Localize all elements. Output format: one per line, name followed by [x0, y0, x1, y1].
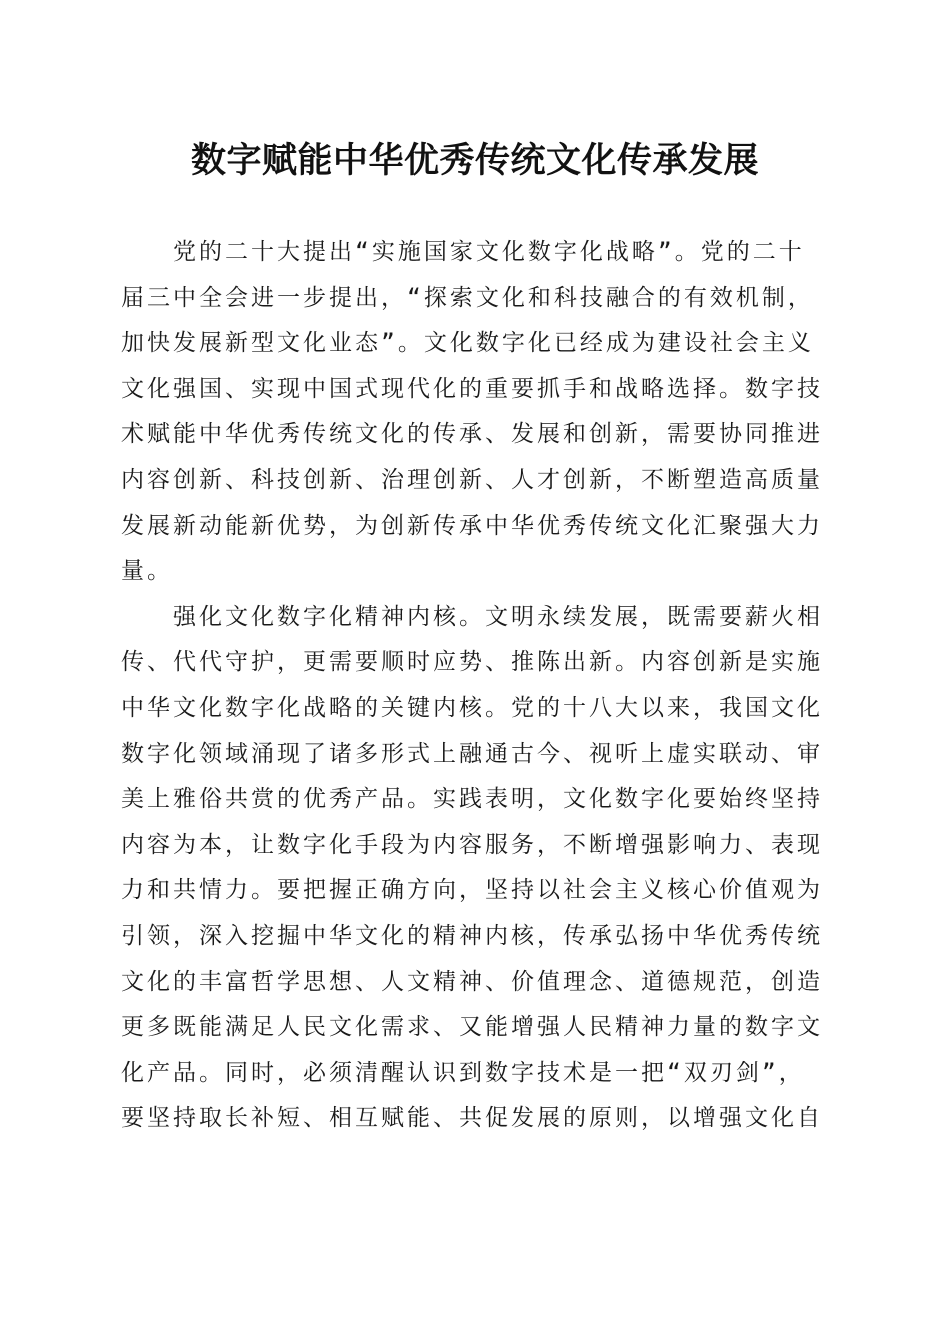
paragraph-line: 强化文化数字化精神内核。文明永续发展，既需要薪火相 [173, 603, 823, 630]
paragraph-line: 内容为本，让数字化手段为内容服务，不断增强影响力、表现 [121, 831, 823, 858]
paragraph-line: 引领，深入挖掘中华文化的精神内核，传承弘扬中华优秀传统 [121, 922, 823, 949]
paragraph-line: 更多既能满足人民文化需求、又能增强人民精神力量的数字文 [121, 1014, 823, 1041]
paragraph-line: 力和共情力。要把握正确方向，坚持以社会主义核心价值观为 [121, 877, 823, 904]
paragraph-line: 届三中全会进一步提出，“探索文化和科技融合的有效机制， [121, 284, 814, 311]
paragraph-line: 文化强国、实现中国式现代化的重要抓手和战略选择。数字技 [121, 375, 823, 402]
paragraph-line: 化产品。同时，必须清醒认识到数字技术是一把“双刃剑”， [121, 1059, 805, 1086]
paragraph-line: 量。 [121, 558, 173, 585]
paragraph-line: 美上雅俗共赏的优秀产品。实践表明，文化数字化要始终坚持 [121, 786, 823, 813]
paragraph-2 [121, 595, 825, 1142]
paragraph-1 [121, 230, 825, 595]
paragraph-line: 术赋能中华优秀传统文化的传承、发展和创新，需要协同推进 [121, 421, 823, 448]
paragraph-line: 数字化领域涌现了诸多形式上融通古今、视听上虚实联动、审 [121, 740, 823, 767]
paragraph-line: 发展新动能新优势，为创新传承中华优秀传统文化汇聚强大力 [121, 512, 823, 539]
paragraph-line: 传、代代守护，更需要顺时应势、推陈出新。内容创新是实施 [121, 649, 823, 676]
document-body [121, 230, 825, 1142]
paragraph-line: 加快发展新型文化业态”。文化数字化已经成为建设社会主义 [121, 330, 814, 357]
paragraph-line: 要坚持取长补短、相互赋能、共促发展的原则，以增强文化自 [121, 1105, 823, 1132]
paragraph-line: 内容创新、科技创新、治理创新、人才创新，不断塑造高质量 [121, 466, 823, 493]
paragraph-line: 党的二十大提出“实施国家文化数字化战略”。党的二十 [173, 239, 805, 265]
paragraph-line: 文化的丰富哲学思想、人文精神、价值理念、道德规范，创造 [121, 968, 823, 995]
document-title: 数字赋能中华优秀传统文化传承发展 [190, 140, 759, 181]
paragraph-line: 中华文化数字化战略的关键内核。党的十八大以来，我国文化 [121, 694, 823, 721]
